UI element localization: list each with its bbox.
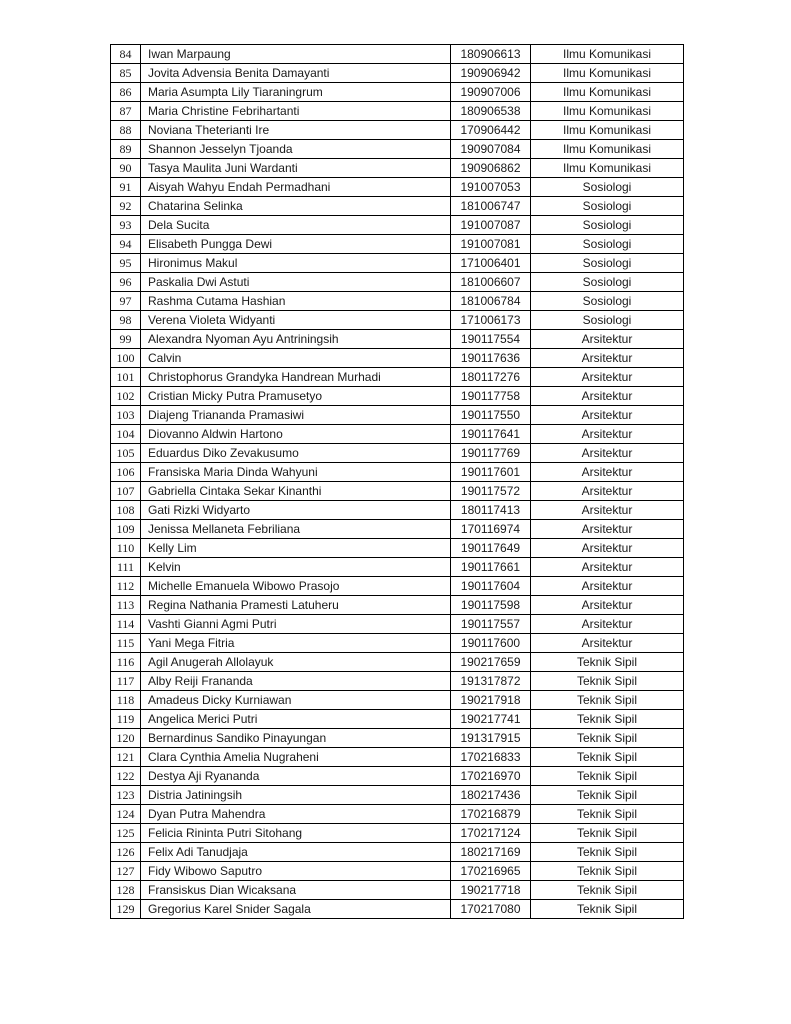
table-row — [111, 805, 684, 824]
study-program: Sosiologi — [531, 235, 684, 254]
row-number: 106 — [111, 463, 141, 482]
student-id: 190117572 — [451, 482, 531, 501]
student-id: 190217918 — [451, 691, 531, 710]
student-id: 181006747 — [451, 197, 531, 216]
student-id: 190117641 — [451, 425, 531, 444]
student-id: 170216833 — [451, 748, 531, 767]
row-number: 112 — [111, 577, 141, 596]
student-id: 190906942 — [451, 64, 531, 83]
study-program: Teknik Sipil — [531, 786, 684, 805]
student-name: Aisyah Wahyu Endah Permadhani — [141, 178, 451, 197]
study-program: Sosiologi — [531, 197, 684, 216]
student-name: Dyan Putra Mahendra — [141, 805, 451, 824]
table-row — [111, 729, 684, 748]
student-id: 180906538 — [451, 102, 531, 121]
row-number: 85 — [111, 64, 141, 83]
row-number: 103 — [111, 406, 141, 425]
study-program: Teknik Sipil — [531, 900, 684, 919]
student-id: 180117276 — [451, 368, 531, 387]
row-number: 129 — [111, 900, 141, 919]
row-number: 121 — [111, 748, 141, 767]
row-number: 107 — [111, 482, 141, 501]
student-id: 170217124 — [451, 824, 531, 843]
study-program: Teknik Sipil — [531, 767, 684, 786]
study-program: Ilmu Komunikasi — [531, 140, 684, 159]
student-name: Noviana Theterianti Ire — [141, 121, 451, 140]
student-id: 180906613 — [451, 45, 531, 64]
student-id: 190117661 — [451, 558, 531, 577]
table-row — [111, 577, 684, 596]
study-program: Arsitektur — [531, 615, 684, 634]
table-row — [111, 767, 684, 786]
student-id: 190117598 — [451, 596, 531, 615]
table-row — [111, 520, 684, 539]
student-name: Alby Reiji Frananda — [141, 672, 451, 691]
study-program: Sosiologi — [531, 311, 684, 330]
student-name: Gati Rizki Widyarto — [141, 501, 451, 520]
row-number: 102 — [111, 387, 141, 406]
student-id: 191317915 — [451, 729, 531, 748]
student-id: 191317872 — [451, 672, 531, 691]
student-name: Vashti Gianni Agmi Putri — [141, 615, 451, 634]
student-name: Alexandra Nyoman Ayu Antriningsih — [141, 330, 451, 349]
student-id: 170217080 — [451, 900, 531, 919]
study-program: Teknik Sipil — [531, 672, 684, 691]
row-number: 97 — [111, 292, 141, 311]
table-row — [111, 425, 684, 444]
student-id: 170216879 — [451, 805, 531, 824]
study-program: Arsitektur — [531, 387, 684, 406]
student-name: Kelvin — [141, 558, 451, 577]
row-number: 92 — [111, 197, 141, 216]
student-id: 190117758 — [451, 387, 531, 406]
table-row — [111, 64, 684, 83]
row-number: 110 — [111, 539, 141, 558]
table-row — [111, 140, 684, 159]
study-program: Arsitektur — [531, 463, 684, 482]
row-number: 108 — [111, 501, 141, 520]
row-number: 126 — [111, 843, 141, 862]
student-name: Bernardinus Sandiko Pinayungan — [141, 729, 451, 748]
table-row — [111, 748, 684, 767]
student-name: Hironimus Makul — [141, 254, 451, 273]
student-name: Shannon Jesselyn Tjoanda — [141, 140, 451, 159]
table-row — [111, 330, 684, 349]
study-program: Arsitektur — [531, 425, 684, 444]
table-row — [111, 634, 684, 653]
study-program: Arsitektur — [531, 520, 684, 539]
row-number: 111 — [111, 558, 141, 577]
table-row — [111, 501, 684, 520]
student-name: Angelica Merici Putri — [141, 710, 451, 729]
study-program: Teknik Sipil — [531, 881, 684, 900]
row-number: 113 — [111, 596, 141, 615]
student-id: 190117769 — [451, 444, 531, 463]
student-id: 190217741 — [451, 710, 531, 729]
student-name: Clara Cynthia Amelia Nugraheni — [141, 748, 451, 767]
study-program: Teknik Sipil — [531, 748, 684, 767]
row-number: 128 — [111, 881, 141, 900]
study-program: Sosiologi — [531, 216, 684, 235]
study-program: Teknik Sipil — [531, 824, 684, 843]
table-row — [111, 482, 684, 501]
row-number: 120 — [111, 729, 141, 748]
row-number: 114 — [111, 615, 141, 634]
student-name: Cristian Micky Putra Pramusetyo — [141, 387, 451, 406]
student-name: Fransiskus Dian Wicaksana — [141, 881, 451, 900]
row-number: 118 — [111, 691, 141, 710]
study-program: Arsitektur — [531, 349, 684, 368]
study-program: Teknik Sipil — [531, 843, 684, 862]
student-name: Diovanno Aldwin Hartono — [141, 425, 451, 444]
row-number: 91 — [111, 178, 141, 197]
row-number: 127 — [111, 862, 141, 881]
student-table-body — [111, 45, 684, 919]
student-id: 191007087 — [451, 216, 531, 235]
study-program: Sosiologi — [531, 254, 684, 273]
row-number: 123 — [111, 786, 141, 805]
student-name: Christophorus Grandyka Handrean Murhadi — [141, 368, 451, 387]
table-row — [111, 368, 684, 387]
study-program: Sosiologi — [531, 178, 684, 197]
row-number: 119 — [111, 710, 141, 729]
student-id: 190907006 — [451, 83, 531, 102]
student-id: 190117557 — [451, 615, 531, 634]
study-program: Teknik Sipil — [531, 729, 684, 748]
study-program: Arsitektur — [531, 368, 684, 387]
student-id: 190117550 — [451, 406, 531, 425]
student-name: Jenissa Mellaneta Febriliana — [141, 520, 451, 539]
table-row — [111, 558, 684, 577]
table-row — [111, 349, 684, 368]
table-row — [111, 121, 684, 140]
table-row — [111, 273, 684, 292]
student-name: Maria Asumpta Lily Tiaraningrum — [141, 83, 451, 102]
row-number: 89 — [111, 140, 141, 159]
table-row — [111, 691, 684, 710]
row-number: 99 — [111, 330, 141, 349]
table-row — [111, 615, 684, 634]
student-id: 170216965 — [451, 862, 531, 881]
study-program: Ilmu Komunikasi — [531, 102, 684, 121]
student-name: Rashma Cutama Hashian — [141, 292, 451, 311]
study-program: Arsitektur — [531, 406, 684, 425]
table-row — [111, 254, 684, 273]
study-program: Ilmu Komunikasi — [531, 83, 684, 102]
row-number: 93 — [111, 216, 141, 235]
row-number: 125 — [111, 824, 141, 843]
study-program: Ilmu Komunikasi — [531, 64, 684, 83]
study-program: Ilmu Komunikasi — [531, 159, 684, 178]
student-id: 170116974 — [451, 520, 531, 539]
study-program: Arsitektur — [531, 577, 684, 596]
table-row — [111, 387, 684, 406]
table-row — [111, 216, 684, 235]
student-id: 190217659 — [451, 653, 531, 672]
student-name: Michelle Emanuela Wibowo Prasojo — [141, 577, 451, 596]
table-row — [111, 45, 684, 64]
student-name: Diajeng Triananda Pramasiwi — [141, 406, 451, 425]
student-id: 190117554 — [451, 330, 531, 349]
student-id: 171006173 — [451, 311, 531, 330]
student-name: Chatarina Selinka — [141, 197, 451, 216]
row-number: 84 — [111, 45, 141, 64]
table-row — [111, 786, 684, 805]
table-row — [111, 311, 684, 330]
row-number: 116 — [111, 653, 141, 672]
student-name: Calvin — [141, 349, 451, 368]
row-number: 124 — [111, 805, 141, 824]
table-row — [111, 843, 684, 862]
student-id: 191007053 — [451, 178, 531, 197]
student-name: Elisabeth Pungga Dewi — [141, 235, 451, 254]
study-program: Teknik Sipil — [531, 862, 684, 881]
student-id: 190907084 — [451, 140, 531, 159]
study-program: Arsitektur — [531, 482, 684, 501]
study-program: Arsitektur — [531, 444, 684, 463]
table-row — [111, 539, 684, 558]
student-name: Destya Aji Ryananda — [141, 767, 451, 786]
row-number: 86 — [111, 83, 141, 102]
student-id: 191007081 — [451, 235, 531, 254]
table-row — [111, 653, 684, 672]
student-name: Verena Violeta Widyanti — [141, 311, 451, 330]
row-number: 94 — [111, 235, 141, 254]
student-id: 190217718 — [451, 881, 531, 900]
student-name: Eduardus Diko Zevakusumo — [141, 444, 451, 463]
student-name: Fransiska Maria Dinda Wahyuni — [141, 463, 451, 482]
row-number: 87 — [111, 102, 141, 121]
table-row — [111, 862, 684, 881]
student-name: Yani Mega Fitria — [141, 634, 451, 653]
table-row — [111, 159, 684, 178]
student-id: 190117636 — [451, 349, 531, 368]
student-id: 171006401 — [451, 254, 531, 273]
student-name: Tasya Maulita Juni Wardanti — [141, 159, 451, 178]
student-name: Agil Anugerah Allolayuk — [141, 653, 451, 672]
study-program: Arsitektur — [531, 539, 684, 558]
table-row — [111, 235, 684, 254]
table-row — [111, 900, 684, 919]
student-id: 190117601 — [451, 463, 531, 482]
table-row — [111, 463, 684, 482]
table-row — [111, 881, 684, 900]
student-name: Maria Christine Febrihartanti — [141, 102, 451, 121]
student-name: Dela Sucita — [141, 216, 451, 235]
study-program: Arsitektur — [531, 596, 684, 615]
row-number: 109 — [111, 520, 141, 539]
student-name: Jovita Advensia Benita Damayanti — [141, 64, 451, 83]
table-row — [111, 672, 684, 691]
student-id: 181006784 — [451, 292, 531, 311]
student-id: 190906862 — [451, 159, 531, 178]
table-row — [111, 102, 684, 121]
study-program: Sosiologi — [531, 292, 684, 311]
row-number: 98 — [111, 311, 141, 330]
row-number: 122 — [111, 767, 141, 786]
student-id: 190117649 — [451, 539, 531, 558]
row-number: 105 — [111, 444, 141, 463]
student-name: Iwan Marpaung — [141, 45, 451, 64]
table-row — [111, 83, 684, 102]
study-program: Teknik Sipil — [531, 710, 684, 729]
student-name: Distria Jatiningsih — [141, 786, 451, 805]
study-program: Sosiologi — [531, 273, 684, 292]
student-id: 170216970 — [451, 767, 531, 786]
student-id: 180217436 — [451, 786, 531, 805]
row-number: 117 — [111, 672, 141, 691]
student-name: Regina Nathania Pramesti Latuheru — [141, 596, 451, 615]
study-program: Teknik Sipil — [531, 805, 684, 824]
row-number: 90 — [111, 159, 141, 178]
student-id: 190117600 — [451, 634, 531, 653]
student-id: 181006607 — [451, 273, 531, 292]
student-id: 180217169 — [451, 843, 531, 862]
student-id: 170906442 — [451, 121, 531, 140]
student-name: Paskalia Dwi Astuti — [141, 273, 451, 292]
row-number: 104 — [111, 425, 141, 444]
student-name: Felicia Rininta Putri Sitohang — [141, 824, 451, 843]
student-name: Fidy Wibowo Saputro — [141, 862, 451, 881]
student-name: Kelly Lim — [141, 539, 451, 558]
student-name: Amadeus Dicky Kurniawan — [141, 691, 451, 710]
row-number: 100 — [111, 349, 141, 368]
row-number: 96 — [111, 273, 141, 292]
study-program: Arsitektur — [531, 558, 684, 577]
table-row — [111, 710, 684, 729]
student-list-table — [110, 44, 684, 919]
student-name: Gregorius Karel Snider Sagala — [141, 900, 451, 919]
study-program: Teknik Sipil — [531, 653, 684, 672]
student-id: 190117604 — [451, 577, 531, 596]
study-program: Teknik Sipil — [531, 691, 684, 710]
table-row — [111, 178, 684, 197]
row-number: 101 — [111, 368, 141, 387]
table-row — [111, 406, 684, 425]
row-number: 95 — [111, 254, 141, 273]
study-program: Arsitektur — [531, 501, 684, 520]
row-number: 88 — [111, 121, 141, 140]
table-row — [111, 197, 684, 216]
student-id: 180117413 — [451, 501, 531, 520]
table-row — [111, 292, 684, 311]
study-program: Arsitektur — [531, 634, 684, 653]
table-row — [111, 444, 684, 463]
table-row — [111, 824, 684, 843]
study-program: Ilmu Komunikasi — [531, 45, 684, 64]
row-number: 115 — [111, 634, 141, 653]
table-row — [111, 596, 684, 615]
study-program: Arsitektur — [531, 330, 684, 349]
student-name: Felix Adi Tanudjaja — [141, 843, 451, 862]
student-name: Gabriella Cintaka Sekar Kinanthi — [141, 482, 451, 501]
study-program: Ilmu Komunikasi — [531, 121, 684, 140]
